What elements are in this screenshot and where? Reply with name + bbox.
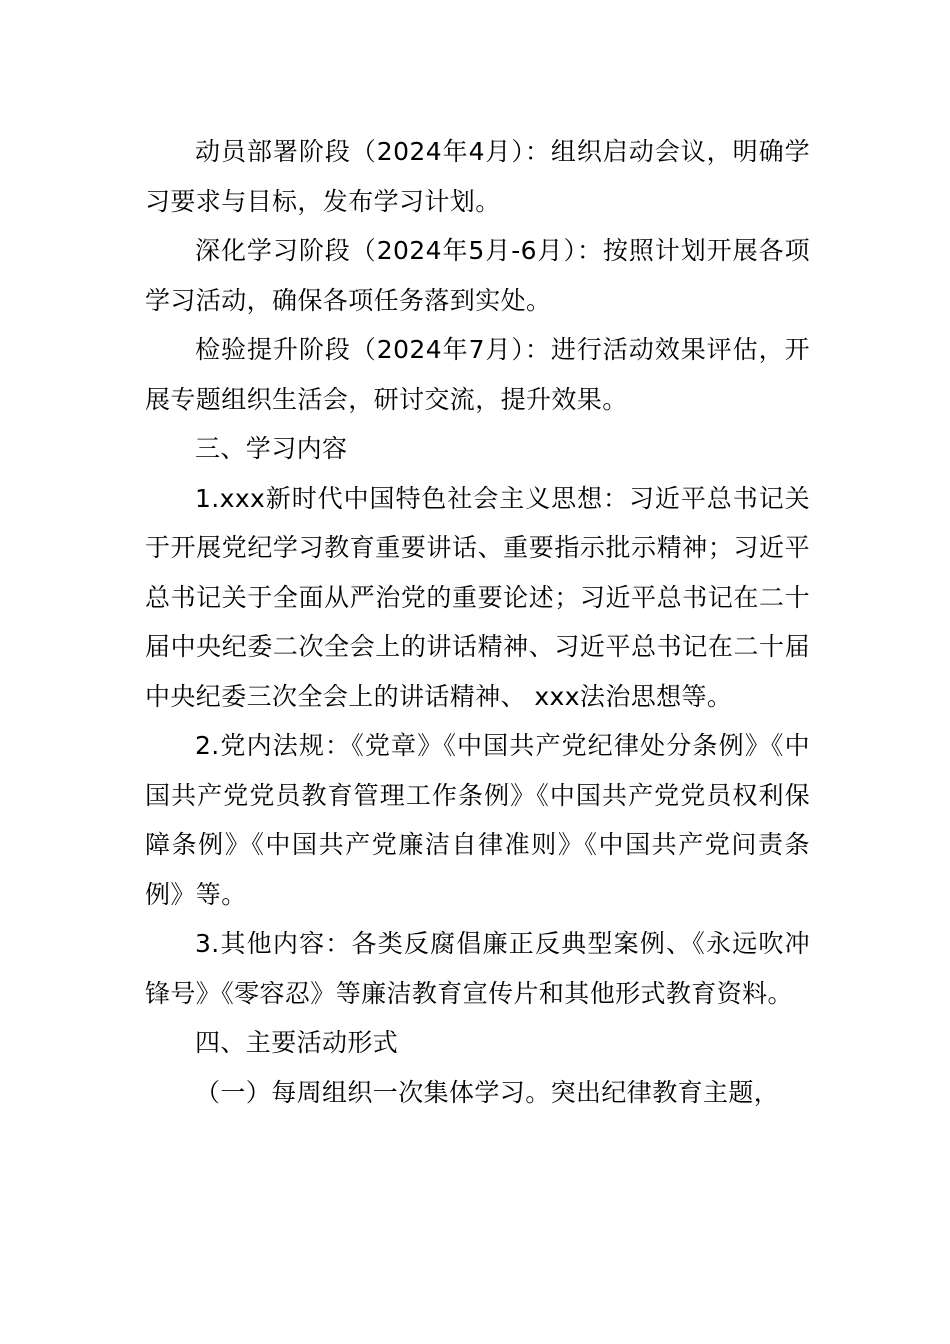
document-page: [145, 127, 810, 1117]
section-heading-activity-forms: 四、主要活动形式: [195, 1028, 399, 1057]
paragraph-mobilization-stage: 动员部署阶段（2024年4月）：组织启动会议，明确学习要求与目标，发布学习计划。: [145, 137, 810, 216]
paragraph-deepening-stage: 深化学习阶段（2024年5月-6月）：按照计划开展各项学习活动，确保各项任务落到实处。: [145, 236, 810, 315]
paragraph-activity-item-1: （一）每周组织一次集体学习。突出纪律教育主题，: [195, 1077, 780, 1107]
paragraph-content-item-1: 1.xxx新时代中国特色社会主义思想：习近平总书记关于开展党纪学习教育重要讲话、重要指示批示精神；习近平总书记关于全面从严治党的重要论述；习近平总书记在二十届中央纪委二次全会上的讲话精神、习近平总书记在二十届中央纪委三次全会上的讲话精神、 xxx法治思想等。: [145, 483, 810, 711]
paragraph-content-item-3: 3.其他内容：各类反腐倡廉正反典型案例、《永远吹冲锋号》《零容忍》等廉洁教育宣传片和其他形式教育资料。: [145, 929, 810, 1008]
section-heading-learning-content: 三、学习内容: [195, 434, 348, 463]
paragraph-inspection-stage: 检验提升阶段（2024年7月）：进行活动效果评估，开展专题组织生活会，研讨交流，提升效果。: [145, 335, 810, 414]
paragraph-content-item-2: 2.党内法规：《党章》《中国共产党纪律处分条例》《中国共产党党员教育管理工作条例》《中国共产党党员权利保障条例》《中国共产党廉洁自律准则》《中国共产党问责条例》等。: [145, 731, 810, 909]
